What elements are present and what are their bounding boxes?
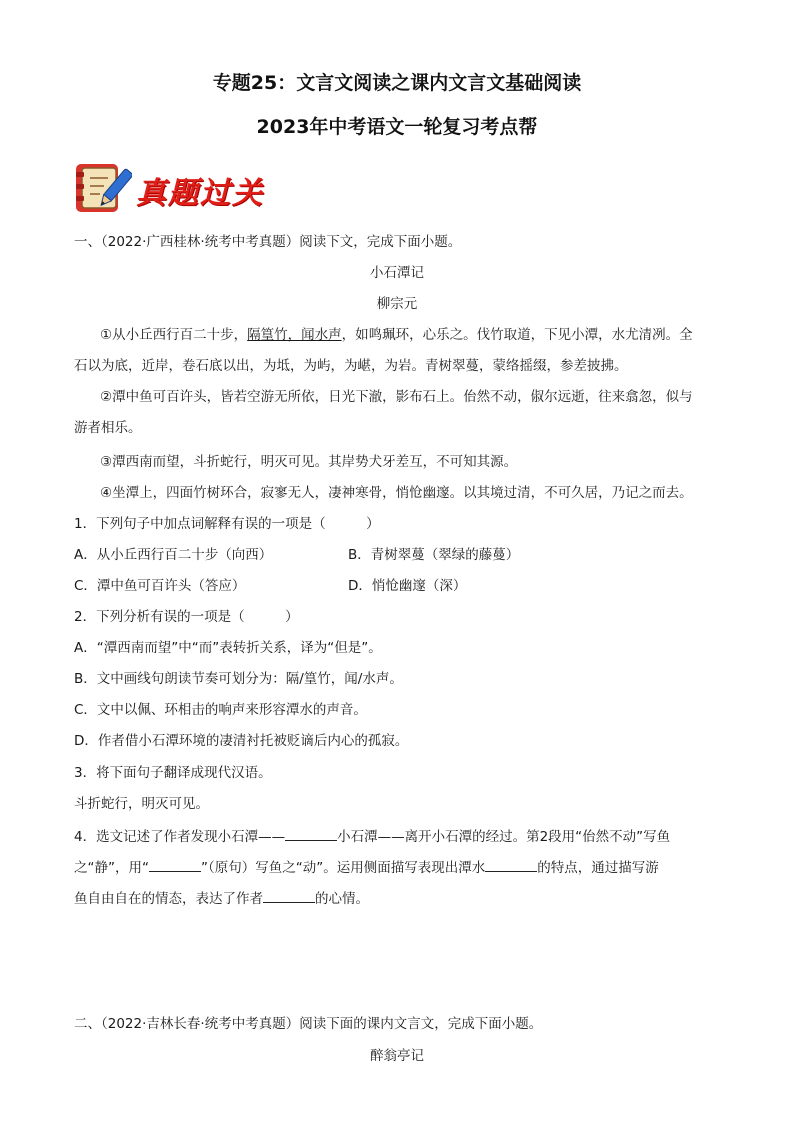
banner-title: 真题过关 [136, 176, 264, 211]
q4-text: 之“静”，用“ [74, 860, 149, 876]
paragraph-2-line-1: ②潭中鱼可百许头，皆若空游无所依，日光下澈，影布石上。佁然不动，俶尔远逝，往来翕忽，似与 [100, 389, 693, 405]
paragraph-1-line-2: 石以为底，近岸，卷石底以出，为坻，为屿，为嵁，为岩。青树翠蔓，蒙络摇缀，参差披拂。 [74, 358, 628, 374]
q1-option-d: D．悄怆幽邃（深） [348, 578, 467, 594]
notebook-pencil-icon [74, 160, 132, 216]
q2-option-b: B．文中画线句朗读节奏可划分为：隔/篁竹，闻/水声。 [74, 671, 403, 687]
q4-text: 4．选文记述了作者发现小石潭—— [74, 829, 286, 845]
passage-author: 柳宗元 [376, 296, 418, 312]
q4-text: 小石潭——离开小石潭的经过。第2段用“佁然不动”写鱼 [337, 829, 671, 845]
section2-passage-title: 醉翁亭记 [370, 1048, 424, 1064]
q4-text: 的特点，通过描写游 [537, 860, 659, 876]
question-4-line-1 [74, 826, 724, 847]
q4-text: ”（原句）写鱼之“动”。运用侧面描写表现出潭水 [200, 860, 486, 876]
answer-blank[interactable] [285, 826, 337, 841]
section-banner [74, 160, 274, 216]
question-3: 3．将下面句子翻译成现代汉语。 [74, 765, 272, 781]
paragraph-2-line-2: 游者相乐。 [74, 420, 142, 436]
q1-option-c: C．潭中鱼可百许头（答应） [74, 578, 246, 594]
q4-text: 鱼自由自在的情态，表达了作者 [74, 891, 263, 907]
q2-option-c: C．文中以佩、环相击的响声来形容潭水的声音。 [74, 702, 367, 718]
answer-blank[interactable] [263, 888, 315, 903]
answer-blank[interactable] [149, 857, 201, 872]
paragraph-1-text: ，如鸣珮环，心乐之。伐竹取道，下见小潭，水尤清冽。全 [341, 327, 693, 343]
q1-option-b: B．青树翠蔓（翠绿的藤蔓） [348, 547, 520, 563]
q1-option-a: A．从小丘西行百二十步（向西） [74, 547, 273, 563]
q2-option-a: A．“潭西南而望”中“而”表转折关系，译为“但是”。 [74, 640, 382, 656]
q2-option-d: D．作者借小石潭环境的凄清衬托被贬谪后内心的孤寂。 [74, 733, 409, 749]
question-4-line-2 [74, 857, 724, 878]
q4-text: 的心情。 [315, 891, 369, 907]
section2-heading: 二、（2022·吉林长春·统考中考真题）阅读下面的课内文言文，完成下面小题。 [74, 1016, 543, 1032]
paragraph-1-text: ①从小丘西行百二十步， [100, 327, 248, 343]
section1-heading: 一、（2022·广西桂林·统考中考真题）阅读下文，完成下面小题。 [74, 234, 462, 250]
paragraph-1-line-1 [100, 325, 693, 345]
question-1: 1．下列句子中加点词解释有误的一项是（ ） [74, 516, 380, 532]
paragraph-4: ④坐潭上，四面竹树环合，寂寥无人，凄神寒骨，悄怆幽邃。以其境过清，不可久居，乃记之而去。 [100, 485, 693, 501]
doc-subtitle: 2023年中考语文一轮复习考点帮 [256, 116, 538, 138]
underlined-sentence: 隔篁竹，闻水声 [247, 327, 342, 343]
doc-title: 专题25：文言文阅读之课内文言文基础阅读 [212, 72, 582, 94]
answer-blank[interactable] [485, 857, 537, 872]
question-4-line-3 [74, 888, 724, 909]
passage-title: 小石潭记 [370, 265, 424, 281]
q3-sentence: 斗折蛇行，明灭可见。 [74, 796, 209, 812]
paragraph-3: ③潭西南而望，斗折蛇行，明灭可见。其岸势犬牙差互，不可知其源。 [100, 454, 518, 470]
question-2: 2．下列分析有误的一项是（ ） [74, 609, 299, 625]
